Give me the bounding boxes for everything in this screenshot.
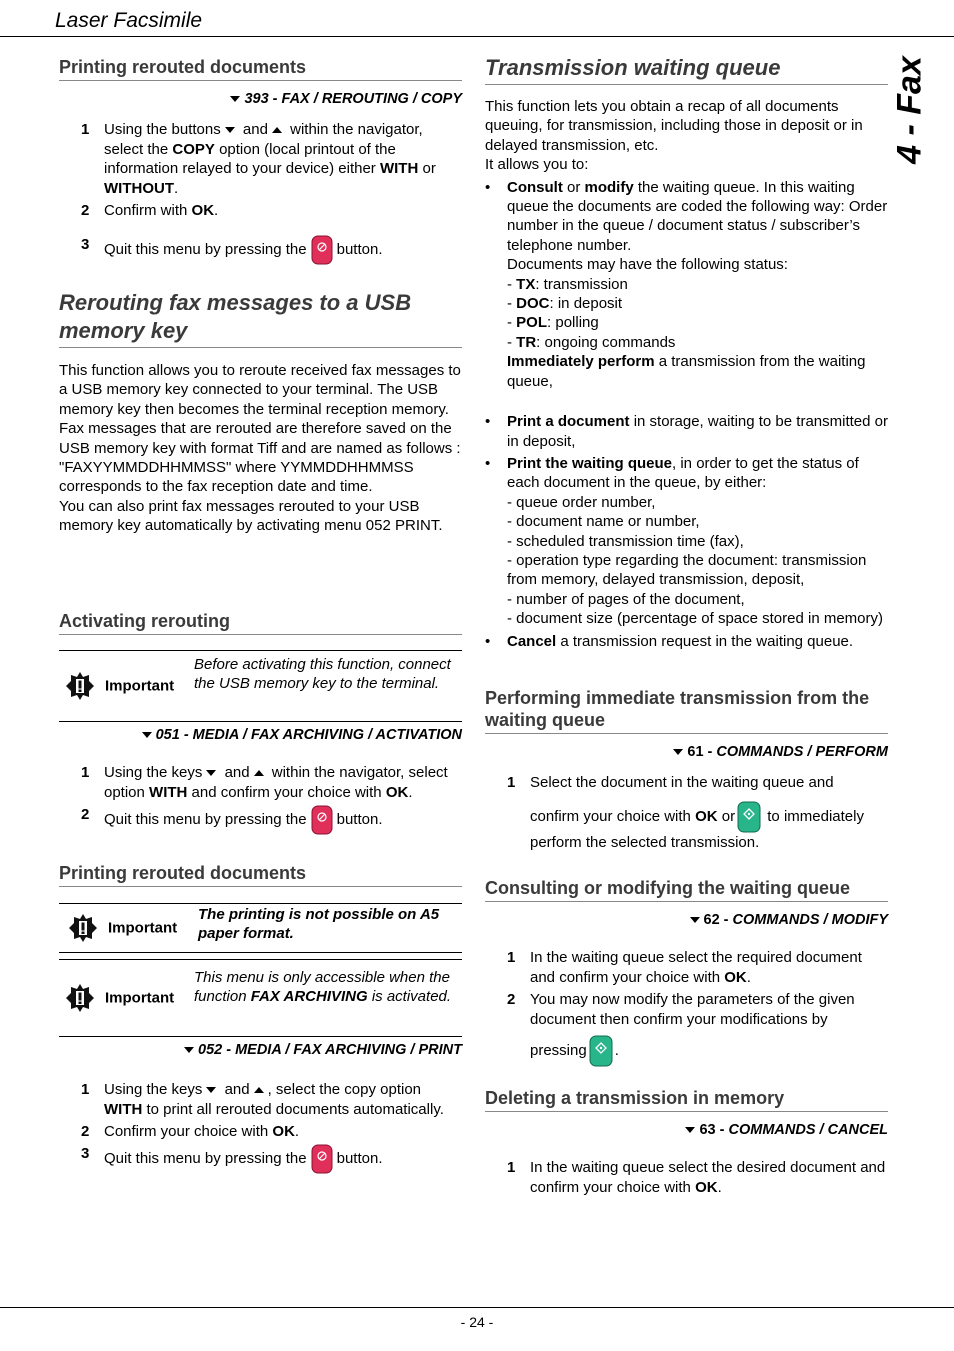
important-note <box>59 959 462 1037</box>
menu-path: 62 - COMMANDS / MODIFY <box>485 911 888 930</box>
section-heading: Transmission waiting queue <box>485 54 888 85</box>
step-number: 1 <box>81 121 90 139</box>
section-immediate-transmission <box>485 687 888 852</box>
step-2: 2 Confirm your choice with OK. <box>81 1123 300 1141</box>
step-3: 3 Quit this menu by pressing the button. <box>59 235 462 265</box>
bullet-item: • Consult or modify the waiting queue. In this waiting queue the documents are coded the following way: Order number in the queue / document status / subscriber’s telephone number. Documents may have the following status: - TX: transmission - DOC: in deposit - POL: polling - TR: ongoing commands Immediately perform a transmission from the waiting queue, <box>485 178 888 390</box>
step-2: 2 Confirm with OK. <box>81 202 219 220</box>
section-consulting-queue <box>485 877 888 1067</box>
step-number: 3 <box>81 236 90 254</box>
sub-item: - queue order number, <box>507 493 656 511</box>
section-transmission-queue <box>485 54 888 651</box>
warning-icon <box>65 983 95 1013</box>
down-arrow-icon <box>206 770 216 776</box>
step-1: 1 Select the document in the waiting queue and confirm your choice with OK or to immediately perform the selected transmission. <box>507 774 864 851</box>
sub-item: - document size (percentage of space stored in memory) <box>507 610 884 628</box>
sub-item: - number of pages of the document, <box>507 590 745 608</box>
step-1: 1 In the waiting queue select the desired document and confirm your choice with OK. <box>507 1159 886 1196</box>
warning-icon <box>65 671 95 701</box>
section-deleting-transmission <box>485 1087 888 1197</box>
status-item: - TR: ongoing commands <box>507 333 676 351</box>
section-heading: Consulting or modifying the waiting queue <box>485 877 888 902</box>
paragraph: This function lets you obtain a recap of all documents queuing, for transmission, including those in deposit or in delayed transmission, etc. <box>485 98 863 154</box>
important-text: Before activating this function, connect the USB memory key to the terminal. <box>194 656 451 693</box>
step-number: 1 <box>507 774 516 792</box>
important-label: Important <box>108 919 178 937</box>
paragraph: This function allows you to reroute received fax messages to a USB memory key connected to your terminal. The USB memory key then becomes the terminal reception memory. <box>59 362 461 418</box>
step-number: 3 <box>81 1144 90 1162</box>
section-heading: Printing rerouted documents <box>59 862 462 887</box>
section-activating-rerouting <box>59 610 462 835</box>
section-heading: Printing rerouted documents <box>59 56 462 81</box>
menu-path: 61 - COMMANDS / PERFORM <box>485 743 888 762</box>
step-number: 2 <box>507 991 516 1009</box>
running-header-title: Laser Facsimile <box>55 9 203 32</box>
sub-item: - scheduled transmission time (fax), <box>507 532 744 550</box>
menu-arrow-icon <box>230 96 240 102</box>
important-note <box>59 903 462 953</box>
step-number: 1 <box>507 949 516 967</box>
step-1: 1 Using the buttons and within the navigator, select the COPY option (local printout of the information relayed to your device) either WITH or WITHOUT. <box>81 121 436 197</box>
section-printing-rerouted-1 <box>59 56 462 265</box>
step-number: 2 <box>81 1123 90 1141</box>
step-2: 2 Quit this menu by pressing the button. <box>59 805 462 835</box>
menu-arrow-icon <box>142 732 152 738</box>
menu-path-text: 052 - MEDIA / FAX ARCHIVING / PRINT <box>198 1042 462 1058</box>
menu-path-text: 051 - MEDIA / FAX ARCHIVING / ACTIVATION <box>155 727 462 743</box>
stop-button-icon <box>311 235 333 265</box>
section-heading: Rerouting fax messages to a USB memory key <box>59 289 462 348</box>
start-button-icon <box>589 1035 613 1067</box>
sub-item: - document name or number, <box>507 513 700 531</box>
page-number: - 24 - <box>460 1314 494 1330</box>
section-printing-rerouted-2 <box>59 862 462 1174</box>
menu-arrow-icon <box>184 1047 194 1053</box>
warning-icon <box>68 913 98 943</box>
up-arrow-icon <box>272 127 282 133</box>
step-number: 1 <box>81 764 90 782</box>
down-arrow-icon <box>225 127 235 133</box>
status-item: - POL: polling <box>507 314 599 332</box>
bullet-item: • Cancel a transmission request in the waiting queue. <box>485 632 854 650</box>
status-item: - TX: transmission <box>507 275 628 293</box>
up-arrow-icon <box>254 770 264 776</box>
status-item: - DOC: in deposit <box>507 295 623 313</box>
menu-arrow-icon <box>685 1127 695 1133</box>
important-text: The printing is not possible on A5 paper format. <box>198 906 440 943</box>
header-divider <box>0 36 954 37</box>
important-label: Important <box>105 989 175 1007</box>
menu-arrow-icon <box>690 917 700 923</box>
start-button-icon <box>737 801 761 833</box>
step-number: 1 <box>81 1081 90 1099</box>
menu-path <box>59 1041 462 1060</box>
section-heading: Performing immediate transmission from the waiting queue <box>485 687 888 734</box>
step-number: 2 <box>81 806 90 824</box>
step-number: 2 <box>81 202 90 220</box>
up-arrow-icon <box>254 1087 264 1093</box>
stop-button-icon <box>311 805 333 835</box>
section-heading: Activating rerouting <box>59 610 462 635</box>
important-label: Important <box>105 677 175 695</box>
sub-item: - operation type regarding the document: transmission from memory, delayed transmission, deposit, <box>507 551 867 589</box>
section-rerouting-usb <box>59 289 462 536</box>
step-1: 1 Using the keys and within the navigator, select option WITH and confirm your choice with OK. <box>81 764 448 801</box>
important-text: This menu is only accessible when the function FAX ARCHIVING is activated. <box>194 969 452 1006</box>
section-heading: Deleting a transmission in memory <box>485 1087 888 1112</box>
step-3: 3 Quit this menu by pressing the button. <box>59 1144 462 1174</box>
footer-divider <box>0 1307 954 1308</box>
paragraph: Fax messages that are rerouted are therefore saved on the USB memory key with format Tiff and are named as follows : "FAXYYMMDDHHMMSS" where YYMMDDHHMMSS corresponds to the fax reception date and time. <box>59 420 461 496</box>
chapter-label: 4 - Fax <box>890 56 929 164</box>
paragraph: It allows you to: <box>485 156 589 174</box>
bullet-item: • Print a document in storage, waiting to be transmitted or in deposit, <box>485 413 888 450</box>
step-2: 2 You may now modify the parameters of the given document then confirm your modifications by pressing . <box>485 990 888 1067</box>
step-number: 1 <box>507 1159 516 1177</box>
menu-path: 63 - COMMANDS / CANCEL <box>485 1121 888 1140</box>
stop-button-icon <box>311 1144 333 1174</box>
bullet-item: • Print the waiting queue, in order to get the status of each document in the queue, by either: - queue order number, - document name or number, - scheduled transmission time (fax), - operation type regarding the document: transmission from memory, delayed transmission, deposit, - number of pages of the document, - document size (percentage of space stored in memory) <box>485 454 888 629</box>
step-1: 1 In the waiting queue select the required document and confirm your choice with OK. <box>507 949 862 986</box>
menu-path-text: 393 - FAX / REROUTING / COPY <box>244 91 462 107</box>
menu-path <box>59 726 462 745</box>
menu-arrow-icon <box>673 749 683 755</box>
menu-path <box>59 90 462 109</box>
important-note <box>59 650 462 722</box>
paragraph: You can also print fax messages rerouted to your USB memory key automatically by activating menu 052 PRINT. <box>59 497 443 535</box>
chapter-tab <box>890 56 930 164</box>
step-1: 1 Using the keys and , select the copy option WITH to print all rerouted documents automatically. <box>81 1081 444 1118</box>
down-arrow-icon <box>206 1087 216 1093</box>
